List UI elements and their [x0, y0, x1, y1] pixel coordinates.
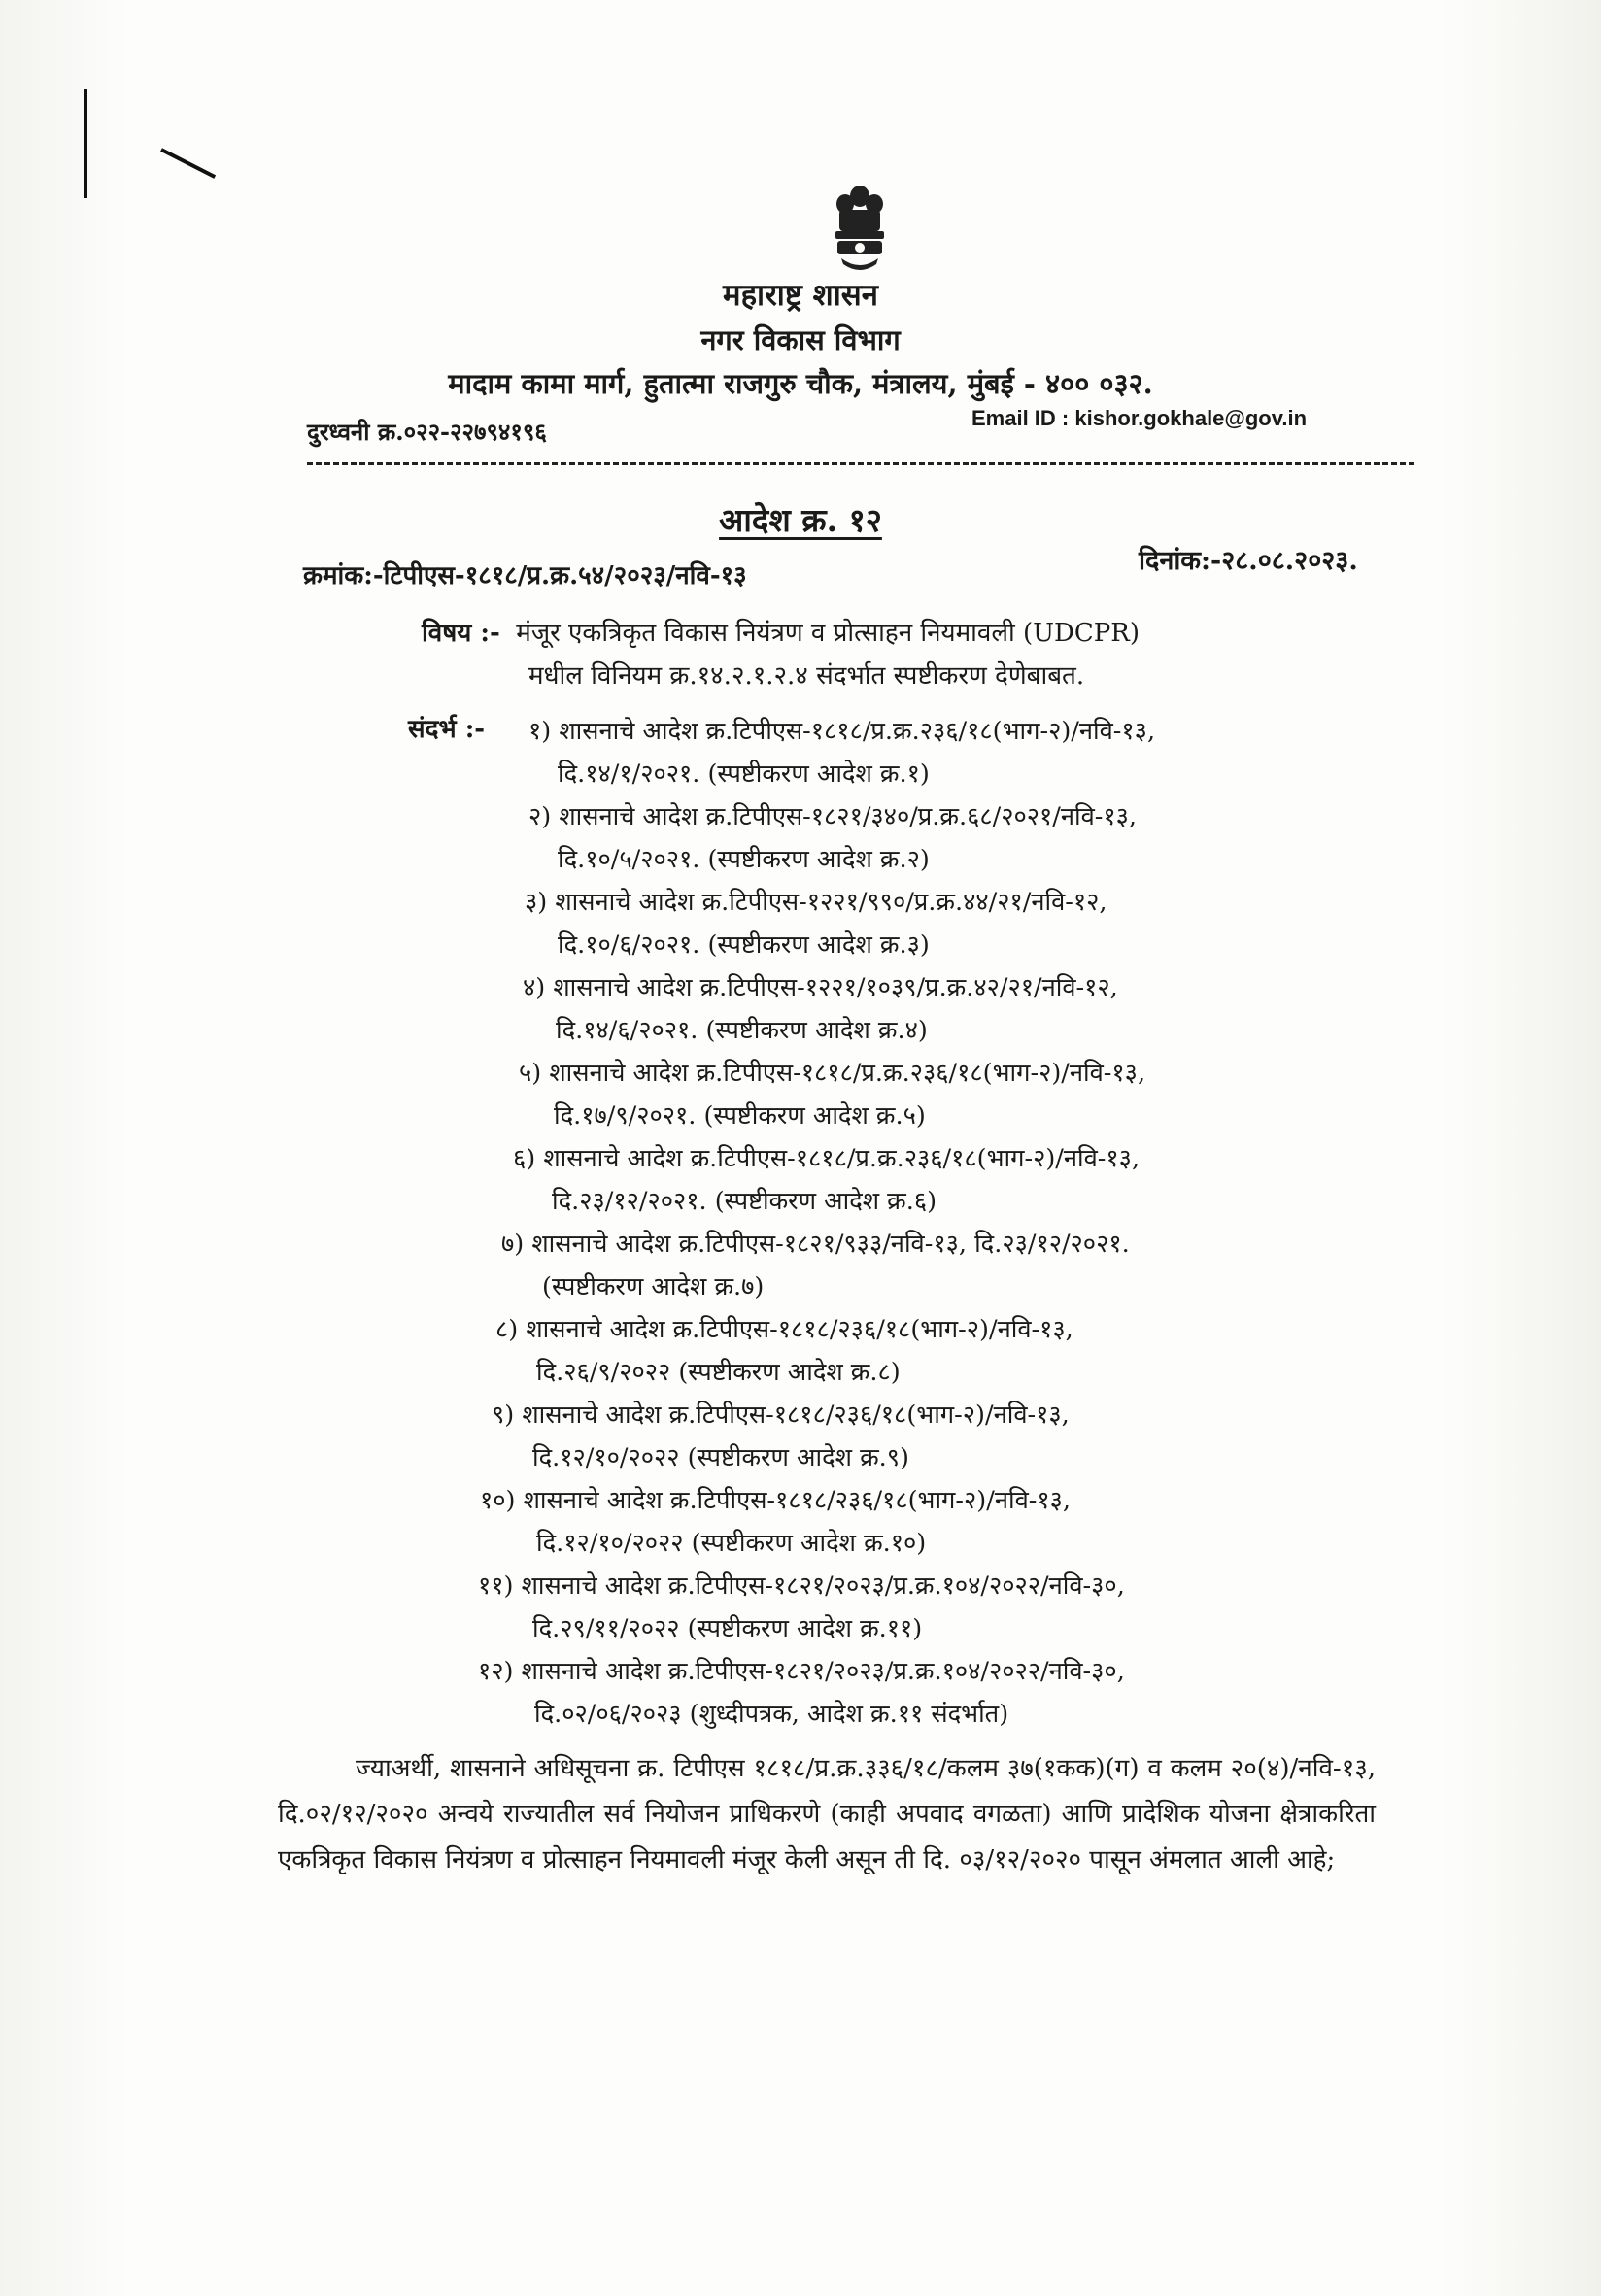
reference-item: ९) शासनाचे आदेश क्र.टिपीएस-१८१८/२३६/१८(भाग-२)/नवि-१३, दि.१२/१०/२०२२ (स्पष्टीकरण आदेश क्र.९) [492, 1401, 1070, 1472]
reference-item: १) शासनाचे आदेश क्र.टिपीएस-१८१८/प्र.क्र.२३६/१८(भाग-२)/नवि-१३, दि.१४/१/२०२१. (स्पष्टीकरण आदेश क्र.१) [528, 717, 1156, 789]
government-name: महाराष्ट्र शासन [723, 278, 878, 313]
order-date: दिनांक:-२८.०८.२०२३. [1139, 546, 1358, 576]
header-divider [307, 462, 1414, 465]
reference-item: ३) शासनाचे आदेश क्र.टिपीएस-१२२१/९९०/प्र.क्र.४४/२१/नवि-१२, दि.१०/६/२०२१. (स्पष्टीकरण आदेश क्र.३) [525, 888, 1107, 960]
department-name: नगर विकास विभाग [700, 323, 901, 356]
subject-line-2: मधील विनियम क्र.१४.२.१.२.४ संदर्भात स्पष्टीकरण देणेबाबत. [528, 661, 1085, 691]
reference-item: ६) शासनाचे आदेश क्र.टिपीएस-१८१८/प्र.क्र.२३६/१८(भाग-२)/नवि-१३, दि.२३/१२/२०२१. (स्पष्टीकरण आदेश क्र.६) [513, 1144, 1141, 1216]
body-paragraph: ज्याअर्थी, शासनाने अधिसूचना क्र. टिपीएस १८१८/प्र.क्र.३३६/१८/कलम ३७(१कक)(ग) व कलम २०(४)/नवि-१३, दि.०२/१२/२०२० अन्वये राज्यातील सर्व नियोजन प्राधिकरणे (काही अपवाद वगळता) आणि प्रादेशिक योजना क्षेत्राकरिता एकत्रिकृत विकास नियंत्रण व प्रोत्साहन नियमावली मंजूर केली असून ती दि. ०३/१२/२०२० पासून अंमलात आली आहे; [278, 1754, 1376, 1874]
subject-label: विषय :- [422, 619, 500, 648]
pen-mark-vertical [84, 89, 87, 198]
reference-item: २) शासनाचे आदेश क्र.टिपीएस-१८२१/३४०/प्र.क्र.६८/२०२१/नवि-१३, दि.१०/५/२०२१. (स्पष्टीकरण आदेश क्र.२) [528, 802, 1138, 874]
subject-block [422, 612, 1140, 697]
phone-number: दुरध्वनी क्र.०२२-२२७९४१९६ [307, 418, 547, 446]
reference-item: १२) शासनाचे आदेश क्र.टिपीएस-१८२१/२०२३/प्र.क्र.१०४/२०२२/नवि-३०, दि.०२/०६/२०२३ (शुध्दीपत्रक, आदेश क्र.११ संदर्भात) [478, 1657, 1125, 1729]
email-address: Email ID : kishor.gokhale@gov.in [971, 406, 1308, 430]
state-emblem-icon [826, 183, 894, 275]
reference-item: ११) शासनाचे आदेश क्र.टिपीएस-१८२१/२०२३/प्र.क्र.१०४/२०२२/नवि-३०, दि.२९/११/२०२२ (स्पष्टीकरण आदेश क्र.११) [478, 1571, 1125, 1643]
reference-item: १०) शासनाचे आदेश क्र.टिपीएस-१८१८/२३६/१८(भाग-२)/नवि-१३, दि.१२/१०/२०२२ (स्पष्टीकरण आदेश क्र.१०) [480, 1486, 1072, 1558]
reference-item: ८) शासनाचे आदेश क्र.टिपीएस-१८१८/२३६/१८(भाग-२)/नवि-१३, दि.२६/९/२०२२ (स्पष्टीकरण आदेश क्र.८) [495, 1315, 1073, 1387]
references-label: संदर्भ :- [408, 715, 486, 744]
subject-line-1: मंजूर एकत्रिकृत विकास नियंत्रण व प्रोत्साहन नियमावली (UDCPR) [516, 619, 1141, 648]
order-title: आदेश क्र. १२ [719, 501, 882, 539]
reference-item: ५) शासनाचे आदेश क्र.टिपीएस-१८१८/प्र.क्र.२३६/१८(भाग-२)/नवि-१३, दि.१७/९/२०२१. (स्पष्टीकरण आदेश क्र.५) [519, 1059, 1146, 1131]
reference-item: ४) शासनाचे आदेश क्र.टिपीएस-१२२१/१०३९/प्र.क्र.४२/२१/नवि-१२, दि.१४/६/२०२१. (स्पष्टीकरण आदेश क्र.४) [523, 973, 1118, 1045]
reference-item: ७) शासनाचे आदेश क्र.टिपीएस-१८२१/९३३/नवि-१३, दि.२३/१२/२०२१. (स्पष्टीकरण आदेश क्र.७) [501, 1230, 1130, 1301]
reference-number: क्रमांक:-टिपीएस-१८१८/प्र.क्र.५४/२०२३/नवि-१३ [303, 561, 747, 591]
office-address: मादाम कामा मार्ग, हुतात्मा राजगुरु चौक, मंत्रालय, मुंबई - ४०० ०३२. [448, 367, 1153, 400]
